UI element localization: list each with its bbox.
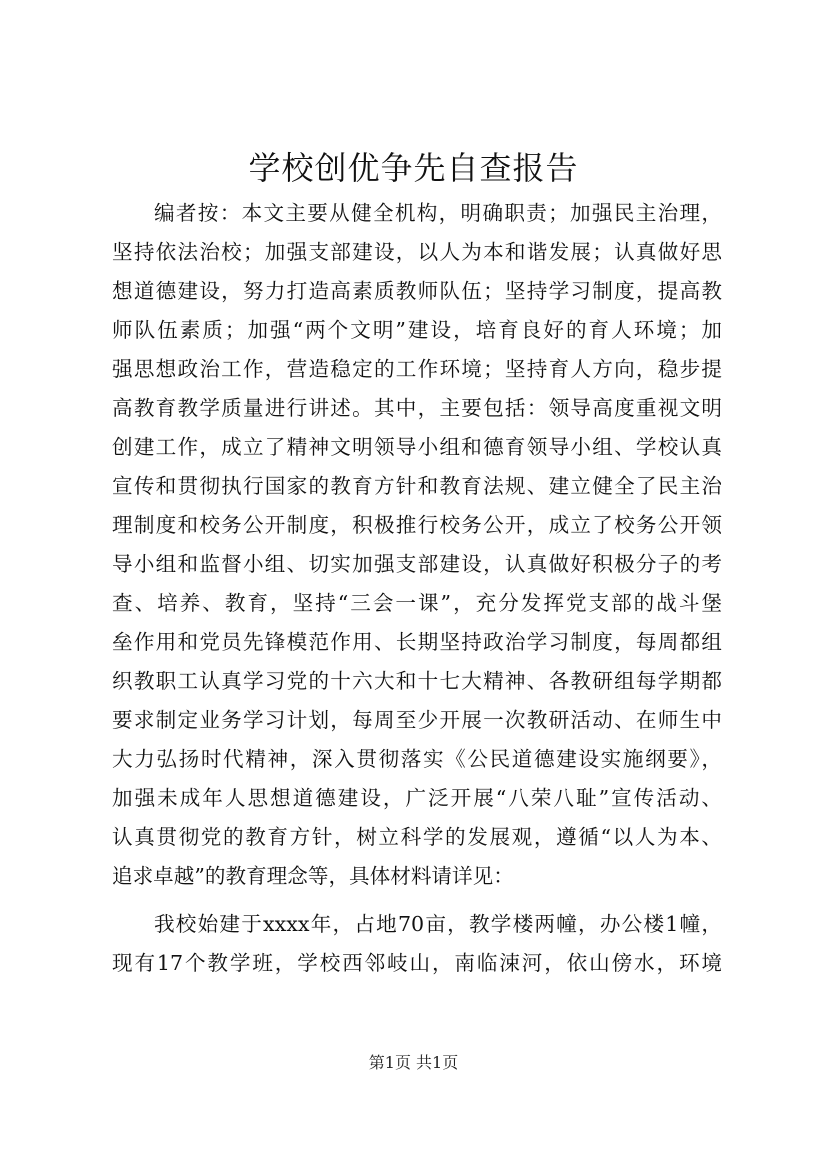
paragraph-line: 师队伍素质；加强“两个文明”建设，培育良好的育人环境；加 [112, 318, 722, 342]
paragraph-line: 追求卓越”的教育理念等，具体材料请详见： [112, 864, 514, 888]
paragraph-line: 高教育教学质量进行讲述。其中，主要包括：领导高度重视文明 [112, 396, 722, 420]
paragraph-line: 认真贯彻党的教育方针，树立科学的发展观，遵循“以人为本、 [112, 825, 722, 849]
paragraph-line: 理制度和校务公开制度，积极推行校务公开，成立了校务公开领 [112, 513, 722, 537]
paragraph-line: 加强未成年人思想道德建设，广泛开展“八荣八耻”宣传活动、 [112, 786, 722, 810]
document-body [112, 194, 722, 983]
paragraph-line: 坚持依法治校；加强支部建设，以人为本和谐发展；认真做好思 [112, 240, 722, 264]
paragraph-line: 宣传和贯彻执行国家的教育方针和教育法规、建立健全了民主治 [112, 474, 722, 498]
paragraph-line: 查、培养、教育，坚持“三会一课”，充分发挥党支部的战斗堡 [112, 591, 722, 615]
paragraph-line: 要求制定业务学习计划，每周至少开展一次教研活动、在师生中 [112, 708, 722, 732]
paragraph-line: 垒作用和党员先锋模范作用、长期坚持政治学习制度，每周都组 [112, 630, 722, 654]
paragraph-line: 想道德建设，努力打造高素质教师队伍；坚持学习制度，提高教 [112, 279, 722, 303]
paragraph-line: 导小组和监督小组、切实加强支部建设，认真做好积极分子的考 [112, 552, 722, 576]
paragraph-line: 创建工作，成立了精神文明领导小组和德育领导小组、学校认真 [112, 435, 722, 459]
document-title: 学校创优争先自查报告 [248, 149, 579, 187]
paragraph-line: 强思想政治工作，营造稳定的工作环境；坚持育人方向，稳步提 [112, 357, 722, 381]
paragraph-line: 编者按：本文主要从健全机构，明确职责；加强民主治理， [154, 201, 722, 225]
paragraph-line: 我校始建于xxxx年，占地70亩，教学楼两幢，办公楼1幢， [154, 912, 722, 936]
paragraph-line: 现有17个教学班，学校西邻岐山，南临涑河，依山傍水，环境 [112, 951, 722, 975]
page-footer: 第1页 共1页 [368, 1053, 459, 1072]
paragraph-line: 大力弘扬时代精神，深入贯彻落实《公民道德建设实施纲要》， [112, 747, 722, 771]
paragraph-line: 织教职工认真学习党的十六大和十七大精神、各教研组每学期都 [112, 669, 722, 693]
